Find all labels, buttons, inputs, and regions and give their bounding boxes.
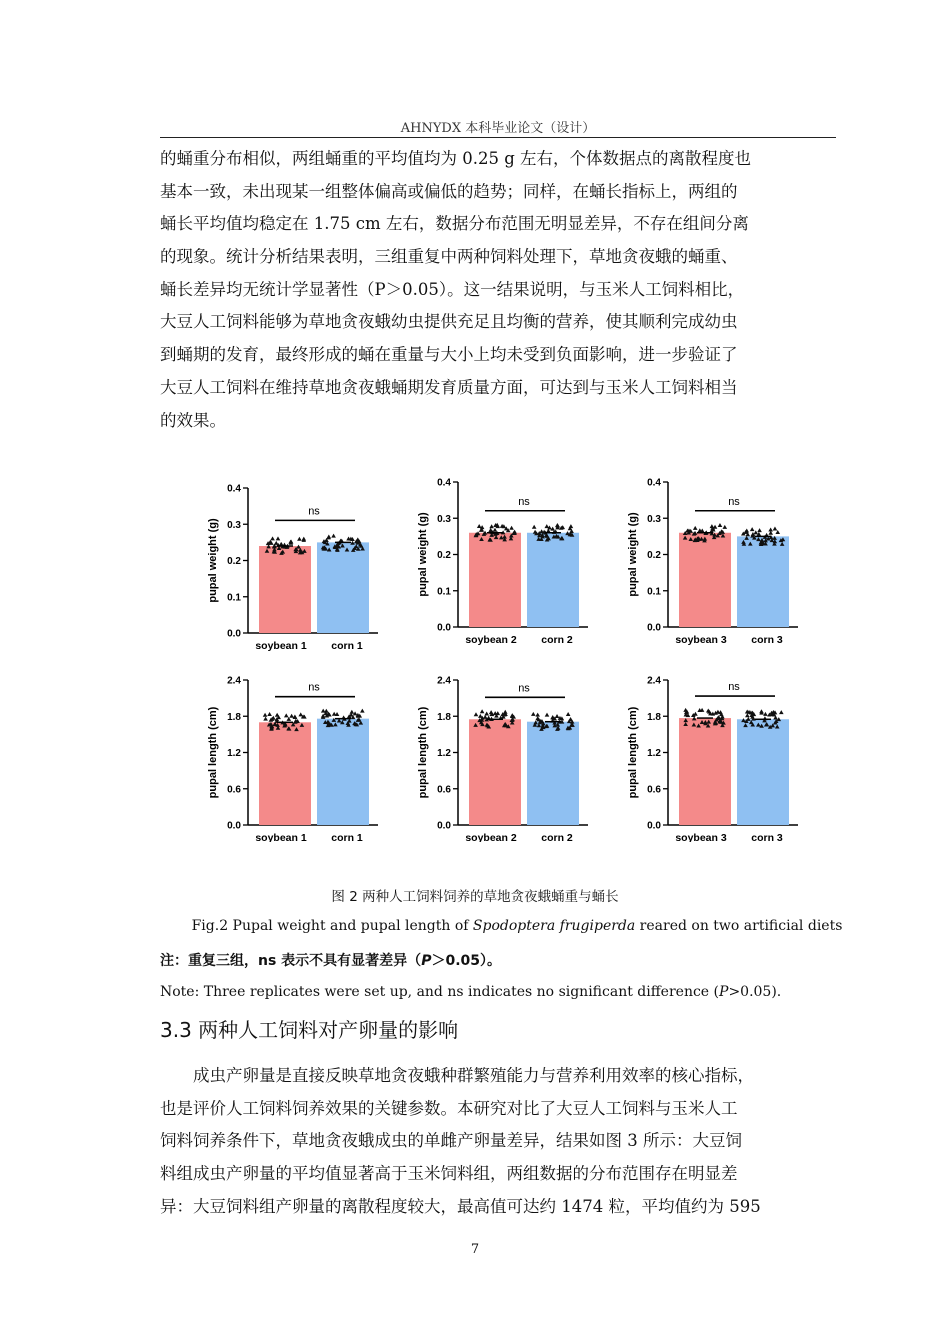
text-line: 蛹长差异均无统计学显著性（P＞0.05）。这一结果说明，与玉米人工饲料相比， — [160, 279, 745, 299]
bar-corn-3 — [737, 536, 789, 627]
y-axis-label: pupal weight (g) — [417, 512, 429, 597]
bar-corn-1 — [317, 719, 369, 825]
paragraph-1 — [160, 143, 836, 437]
note-cn-p: P — [421, 953, 432, 969]
text-line: 大豆人工饲料能够为草地贪夜蛾幼虫提供充足且均衡的营养，使其顺利完成幼虫 — [160, 312, 738, 332]
y-tick-label: 0.4 — [647, 477, 661, 489]
data-point — [544, 524, 549, 528]
chart-panel-5 — [417, 676, 588, 843]
figure-2 — [200, 462, 820, 842]
y-tick-label: 0.3 — [437, 513, 451, 525]
note-cn-suffix: ＞0.05）。 — [431, 953, 501, 969]
y-tick-label: 0.4 — [437, 477, 451, 489]
y-tick-label: 0.0 — [227, 628, 241, 640]
data-point — [693, 526, 698, 530]
data-point — [474, 712, 479, 716]
data-point — [759, 709, 764, 713]
figure-caption-en — [0, 918, 950, 934]
y-tick-label: 0.0 — [437, 622, 451, 634]
chart-panel-3 — [627, 478, 798, 647]
figure-caption-cn: 图 2 两种人工饲料饲养的草地贪夜蛾蛹重与蛹长 — [331, 889, 619, 905]
y-axis-label: pupal weight (g) — [627, 512, 639, 597]
y-tick-label: 1.8 — [227, 711, 241, 723]
category-label: soybean 3 — [675, 634, 727, 646]
bar-soybean-1 — [259, 722, 311, 825]
data-point — [535, 716, 540, 720]
data-point — [350, 710, 355, 714]
y-tick-label: 0.0 — [647, 820, 661, 832]
bar-corn-3 — [737, 719, 789, 825]
figure-2-charts — [200, 462, 820, 842]
y-tick-label: 0.2 — [647, 550, 661, 561]
note-en-prefix: Note: Three replicates were set up, and ns indicates no significant difference ( — [160, 984, 720, 1000]
y-tick-label: 2.4 — [437, 675, 451, 687]
chart-panel-4 — [207, 676, 378, 843]
text-line: 的蛹重分布相似，两组蛹重的平均值均为 0.25 g 左右，个体数据点的离散程度也 — [160, 149, 752, 168]
text-line: 的效果。 — [160, 410, 226, 430]
text-line: 异：大豆饲料组产卵量的离散程度较大，最高值可达约 1474 粒，平均值约为 595 — [160, 1196, 761, 1216]
bar-corn-1 — [317, 542, 369, 633]
data-point — [750, 527, 755, 531]
category-label: corn 3 — [751, 832, 783, 842]
data-point — [270, 536, 275, 540]
y-tick-label: 0.6 — [227, 784, 241, 796]
y-axis-label: pupal weight (g) — [207, 518, 219, 603]
bar-corn-2 — [527, 722, 579, 825]
data-point — [533, 530, 538, 534]
category-label: corn 1 — [331, 832, 363, 842]
y-tick-label: 1.2 — [227, 748, 241, 759]
text-line: 的现象。统计分析结果表明，三组重复中两种饲料处理下，草地贪夜蛾的蛹重、 — [160, 247, 738, 267]
y-tick-label: 0.3 — [227, 519, 241, 531]
category-label: corn 2 — [541, 832, 573, 842]
data-point — [757, 528, 762, 532]
text-line: 也是评价人工饲料饲养效果的关键参数。本研究对比了大豆人工饲料与玉米人工 — [160, 1098, 738, 1118]
data-point — [298, 712, 303, 716]
category-label: soybean 2 — [465, 832, 517, 842]
significance-label: ns — [308, 681, 320, 694]
data-point — [289, 714, 294, 718]
data-point — [568, 717, 573, 721]
data-point — [775, 530, 780, 534]
y-tick-label: 0.6 — [647, 784, 661, 796]
y-tick-label: 1.8 — [437, 711, 451, 723]
text-line: 基本一致，未出现某一组整体偏高或偏低的趋势；同样，在蛹长指标上，两组的 — [160, 181, 738, 201]
bar-soybean-1 — [259, 546, 311, 633]
data-point — [509, 526, 514, 530]
header-rule — [160, 137, 836, 138]
data-point — [763, 712, 768, 716]
y-tick-label: 0.1 — [437, 586, 451, 598]
paragraph-2 — [160, 1060, 836, 1223]
significance-label: ns — [518, 682, 530, 695]
text-line: 料组成虫产卵量的平均值显著高于玉米饲料组，两组数据的分布范围存在明显差 — [160, 1164, 738, 1184]
data-point — [489, 524, 494, 528]
data-point — [773, 527, 778, 531]
y-tick-label: 2.4 — [647, 675, 661, 687]
bar-soybean-2 — [469, 719, 521, 825]
data-point — [555, 714, 560, 718]
running-header: AHNYDX 本科毕业论文（设计） — [400, 121, 596, 136]
y-tick-label: 0.4 — [227, 483, 241, 495]
y-axis-label: pupal length (cm) — [207, 706, 219, 799]
data-point — [263, 717, 268, 721]
y-tick-label: 1.2 — [647, 748, 661, 759]
data-point — [531, 712, 536, 716]
data-point — [360, 709, 365, 713]
caption-en-suffix: reared on two artificial diets — [635, 918, 843, 934]
bar-soybean-3 — [679, 533, 731, 627]
chart-panel-6 — [627, 676, 798, 843]
data-point — [263, 713, 268, 717]
text-line: 饲料饲养条件下，草地贪夜蛾成虫的单雌产卵量差异，结果如图 3 所示：大豆饲 — [160, 1131, 742, 1151]
data-point — [535, 713, 540, 717]
data-point — [480, 709, 485, 713]
category-label: soybean 2 — [465, 634, 517, 646]
significance-label: ns — [728, 681, 740, 694]
data-point — [545, 713, 550, 717]
significance-label: ns — [518, 495, 530, 508]
data-point — [267, 712, 272, 716]
data-point — [566, 712, 571, 716]
figure-note-cn — [160, 950, 501, 970]
y-tick-label: 0.0 — [227, 820, 241, 832]
bar-soybean-2 — [469, 533, 521, 627]
y-axis-label: pupal length (cm) — [627, 706, 639, 799]
data-point — [297, 537, 302, 541]
figure-note-en — [160, 984, 781, 1000]
data-point — [477, 524, 482, 528]
y-tick-label: 0.2 — [437, 550, 451, 561]
note-en-p: P — [719, 984, 729, 1000]
chart-panel-2 — [417, 478, 588, 647]
data-point — [503, 710, 508, 714]
y-tick-label: 2.4 — [227, 675, 241, 687]
y-tick-label: 0.1 — [647, 586, 661, 598]
data-point — [693, 712, 698, 716]
caption-en-prefix: Fig.2 Pupal weight and pupal length of — [191, 918, 473, 934]
category-label: soybean 1 — [255, 640, 307, 652]
note-en-suffix: >0.05). — [728, 984, 782, 1000]
caption-en-species: Spodoptera frugiperda — [472, 918, 636, 934]
y-tick-label: 1.8 — [647, 711, 661, 723]
text-line: 大豆人工饲料在维持草地贪夜蛾蛹期发育质量方面，可达到与玉米人工饲料相当 — [160, 377, 738, 397]
data-point — [532, 525, 537, 529]
data-point — [718, 523, 723, 527]
y-tick-label: 0.2 — [227, 556, 241, 567]
note-cn-prefix: 注：重复三组，ns 表示不具有显著差异（ — [160, 953, 422, 969]
data-point — [706, 708, 711, 712]
y-tick-label: 0.6 — [437, 784, 451, 796]
data-point — [539, 529, 544, 533]
category-label: soybean 1 — [255, 832, 307, 842]
bar-soybean-3 — [679, 718, 731, 825]
data-point — [746, 717, 751, 721]
page-number: 7 — [470, 1242, 480, 1257]
category-label: soybean 3 — [675, 832, 727, 842]
data-point — [276, 536, 281, 540]
section-heading: 3.3 两种人工饲料对产卵量的影响 — [160, 1018, 459, 1042]
y-tick-label: 0.0 — [437, 820, 451, 832]
category-label: corn 1 — [331, 640, 363, 652]
data-point — [293, 715, 298, 719]
y-tick-label: 0.0 — [647, 622, 661, 634]
text-line: 成虫产卵量是直接反映草地贪夜蛾种群繁殖能力与营养利用效率的核心指标， — [193, 1066, 754, 1085]
chart-panel-1 — [207, 484, 378, 653]
bar-corn-2 — [527, 533, 579, 627]
data-point — [493, 528, 498, 532]
data-point — [744, 529, 749, 533]
category-label: corn 2 — [541, 634, 573, 646]
y-tick-label: 0.1 — [227, 592, 241, 604]
significance-label: ns — [308, 505, 320, 518]
data-point — [284, 713, 289, 717]
y-axis-label: pupal length (cm) — [417, 706, 429, 799]
y-tick-label: 1.2 — [437, 748, 451, 759]
text-line: 到蛹期的发育，最终形成的蛹在重量与大小上均未受到负面影响，进一步验证了 — [160, 345, 738, 365]
data-point — [779, 710, 784, 714]
significance-label: ns — [728, 495, 740, 508]
data-point — [722, 525, 727, 529]
data-point — [484, 711, 489, 715]
data-point — [331, 534, 336, 538]
category-label: corn 3 — [751, 634, 783, 646]
y-tick-label: 0.3 — [647, 513, 661, 525]
text-line: 蛹长平均值均稳定在 1.75 cm 左右，数据分布范围无明显差异，不存在组间分离 — [160, 214, 749, 234]
